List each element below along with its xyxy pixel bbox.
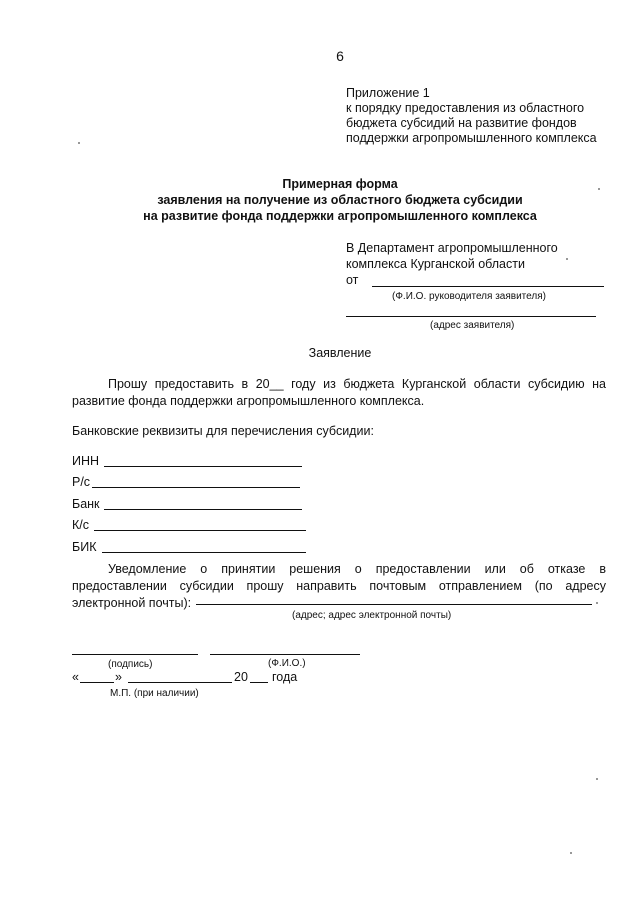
scan-speck [566, 258, 568, 260]
scan-speck [596, 602, 598, 604]
bank-heading: Банковские реквизиты для перечисления субсидии: [72, 424, 374, 438]
scan-speck [598, 188, 600, 190]
addressee-block [346, 240, 558, 288]
form-title [0, 176, 640, 224]
account-field-line[interactable] [92, 487, 300, 488]
request-paragraph: Прошу предоставить в 20__ году из бюджета Курганской области субсидию на развитие фонда поддержки агропромышленного комплекса. [72, 377, 606, 408]
notification-paragraph: Уведомление о принятии решения о предоставлении или об отказе в предоставлении субсидии прошу направить почтовым отправлением (по адресу электронной почты): [72, 562, 606, 610]
signer-name-note: (Ф.И.О.) [268, 658, 306, 669]
appendix-line: поддержки агропромышленного комплекса [346, 131, 597, 145]
date-quote-close: » [115, 670, 122, 684]
bank-field-line[interactable] [104, 509, 302, 510]
scan-speck [78, 142, 80, 144]
account-label: Р/с [72, 475, 91, 489]
appendix-line: к порядку предоставления из областного [346, 101, 585, 115]
statement-heading: Заявление [308, 346, 372, 360]
date-year-prefix: 20 [234, 670, 248, 684]
corr-account-field-line[interactable] [94, 530, 306, 531]
inn-field-line[interactable] [104, 466, 302, 467]
inn-label: ИНН [72, 454, 100, 468]
addressee-line: В Департамент агропромышленного [346, 241, 558, 255]
applicant-address-line[interactable] [346, 316, 596, 317]
bik-field-line[interactable] [102, 552, 306, 553]
date-quote-open: « [72, 670, 79, 684]
corr-account-label: К/с [72, 518, 90, 532]
appendix-line: бюджета субсидий на развитие фондов [346, 116, 577, 130]
signature-line[interactable] [72, 654, 198, 655]
addressee-line: комплекса Курганской области [346, 257, 525, 271]
date-line [72, 670, 79, 684]
date-year-suffix: года [272, 670, 298, 684]
signer-name-line[interactable] [210, 654, 360, 655]
stamp-note: М.П. (при наличии) [110, 688, 199, 699]
applicant-address-note: (адрес заявителя) [430, 320, 515, 331]
from-label: от [346, 273, 359, 287]
notification-address-line[interactable] [196, 604, 592, 605]
date-month-line[interactable] [128, 682, 232, 683]
notification-note: (адрес; адрес электронной почты) [292, 610, 452, 621]
scan-speck [596, 778, 598, 780]
date-day-line[interactable] [80, 682, 114, 683]
date-year-line[interactable] [250, 682, 268, 683]
page-number: 6 [336, 48, 344, 64]
scan-speck [570, 852, 572, 854]
bank-label: Банк [72, 497, 100, 511]
signature-note: (подпись) [108, 659, 153, 670]
appendix-block [346, 86, 597, 146]
form-title-line: на развитие фонда поддержки агропромышленного комплекса [143, 209, 537, 223]
applicant-name-note: (Ф.И.О. руководителя заявителя) [392, 291, 546, 302]
form-title-line: заявления на получение из областного бюджета субсидии [157, 193, 523, 207]
form-title-line: Примерная форма [282, 177, 398, 191]
applicant-name-line[interactable] [372, 286, 604, 287]
appendix-title: Приложение 1 [346, 86, 430, 100]
bik-label: БИК [72, 540, 97, 554]
